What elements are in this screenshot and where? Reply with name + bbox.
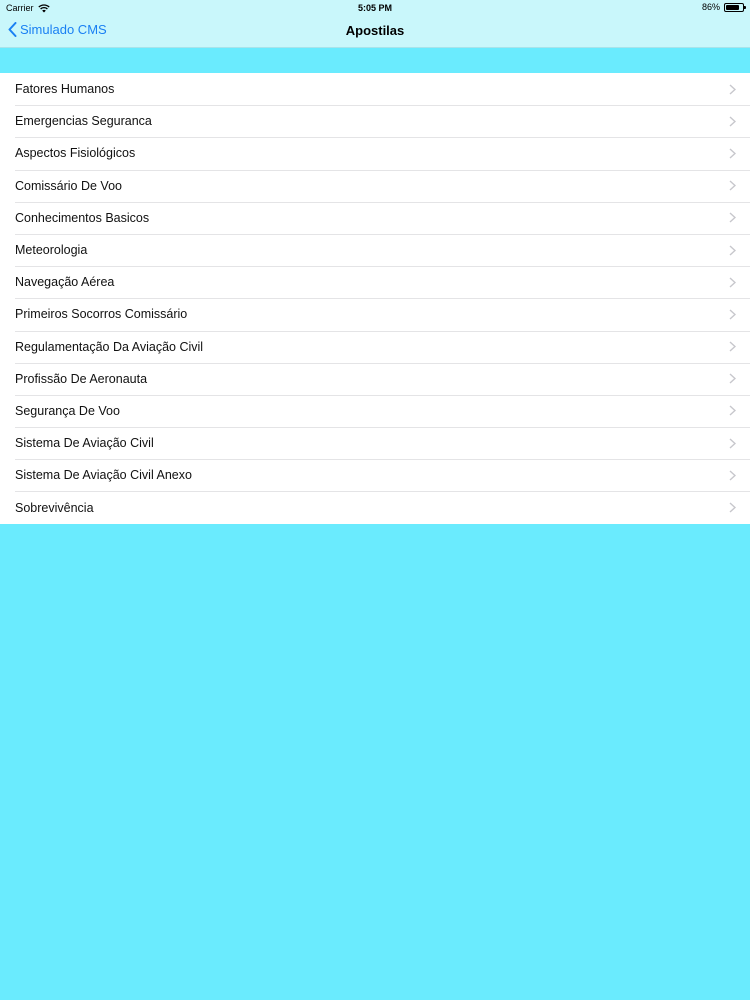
- list-item-label: Navegação Aérea: [15, 275, 115, 290]
- chevron-right-icon: [729, 212, 736, 223]
- chevron-right-icon: [729, 245, 736, 256]
- list-item-label: Aspectos Fisiológicos: [15, 146, 136, 161]
- list-item[interactable]: [0, 427, 750, 459]
- list-item[interactable]: [0, 298, 750, 330]
- list-item-label: Regulamentação Da Aviação Civil: [15, 339, 204, 354]
- list-item-label: Emergencias Seguranca: [15, 114, 152, 129]
- list-item-label: Segurança De Voo: [15, 403, 120, 418]
- battery-icon: [724, 3, 744, 12]
- chevron-right-icon: [729, 180, 736, 191]
- battery-level-fill: [726, 5, 739, 10]
- page-title: Apostilas: [345, 23, 405, 38]
- list-item[interactable]: [0, 234, 750, 266]
- list-item[interactable]: [0, 137, 750, 169]
- list-item-label: Conhecimentos Basicos: [15, 210, 150, 225]
- status-bar: [0, 0, 750, 16]
- back-button-label: Simulado CMS: [20, 22, 107, 37]
- chevron-right-icon: [729, 373, 736, 384]
- chevron-right-icon: [729, 341, 736, 352]
- chevron-right-icon: [729, 502, 736, 513]
- chevron-right-icon: [729, 438, 736, 449]
- list-item-label: Primeiros Socorros Comissário: [15, 307, 188, 322]
- list-item[interactable]: [0, 459, 750, 491]
- list-item-label: Comissário De Voo: [15, 178, 122, 193]
- list-item[interactable]: [0, 395, 750, 427]
- list-item-label: Sistema De Aviação Civil Anexo: [15, 468, 192, 483]
- chevron-right-icon: [729, 405, 736, 416]
- list-item[interactable]: [0, 170, 750, 202]
- list-item[interactable]: [0, 331, 750, 363]
- list-item[interactable]: [0, 202, 750, 234]
- list-item-label: Fatores Humanos: [15, 82, 115, 97]
- chevron-right-icon: [729, 116, 736, 127]
- list-item-label: Sistema De Aviação Civil: [15, 436, 154, 451]
- battery-percent: 86%: [701, 2, 720, 12]
- apostilas-list: [0, 73, 750, 524]
- chevron-right-icon: [729, 84, 736, 95]
- chevron-right-icon: [729, 277, 736, 288]
- list-item[interactable]: [0, 363, 750, 395]
- top-bar: [0, 0, 750, 48]
- list-item[interactable]: [0, 73, 750, 105]
- carrier-label: Carrier: [6, 3, 34, 13]
- navigation-bar: [0, 16, 750, 47]
- list-item[interactable]: [0, 266, 750, 298]
- list-item-label: Sobrevivência: [15, 500, 94, 515]
- chevron-right-icon: [729, 148, 736, 159]
- list-item[interactable]: [0, 105, 750, 137]
- chevron-right-icon: [729, 470, 736, 481]
- battery-group: [702, 2, 744, 12]
- list-item[interactable]: [0, 491, 750, 523]
- list-item-label: Profissão De Aeronauta: [15, 371, 148, 386]
- chevron-right-icon: [729, 309, 736, 320]
- status-time: 5:05 PM: [357, 3, 392, 13]
- list-item-label: Meteorologia: [15, 243, 88, 258]
